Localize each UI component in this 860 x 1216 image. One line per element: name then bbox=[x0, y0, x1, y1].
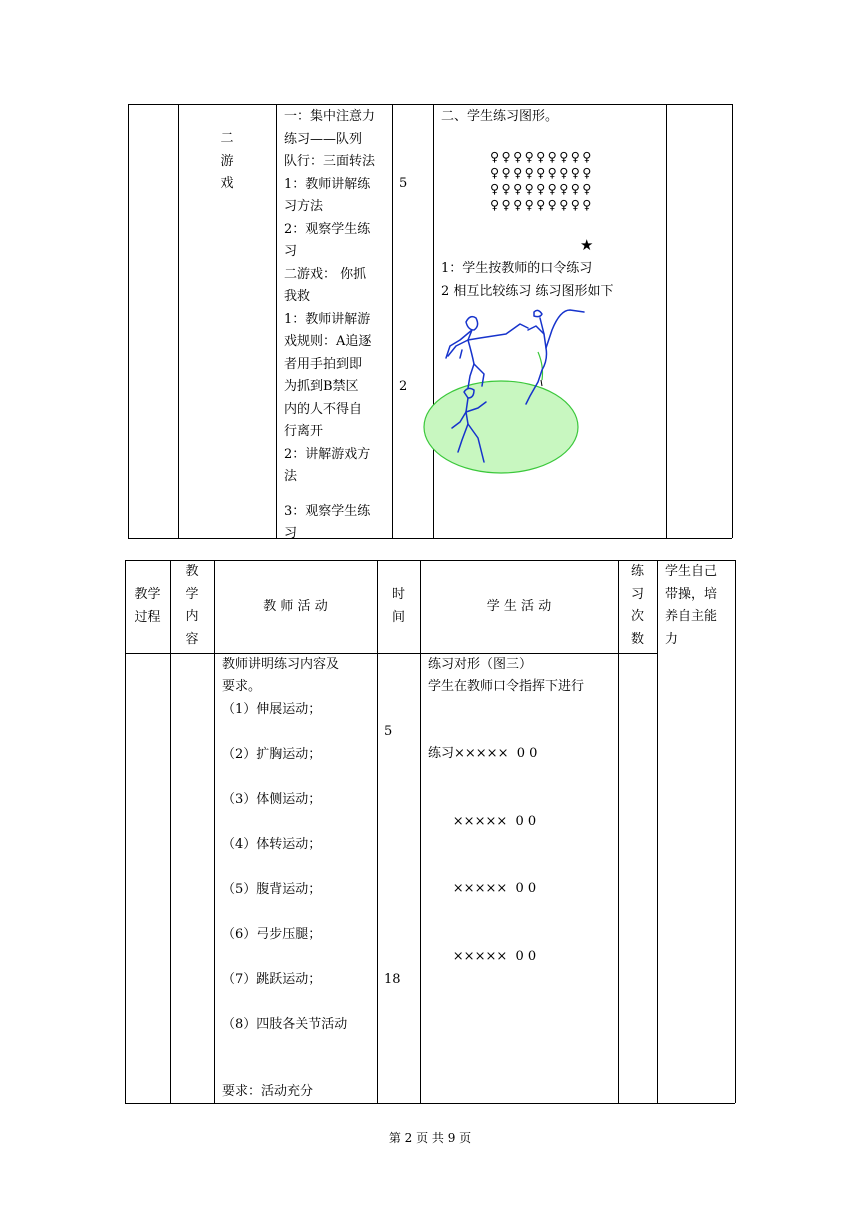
header-process bbox=[125, 584, 170, 629]
header-char: 容 bbox=[185, 631, 199, 647]
teacher-line: 者用手拍到即 bbox=[284, 356, 363, 372]
header-char: 内 bbox=[185, 609, 199, 624]
teacher-line: 为抓到B禁区 bbox=[284, 379, 359, 394]
game-sketch-icon bbox=[420, 300, 590, 485]
header-char: 次 bbox=[630, 609, 644, 624]
content-cell-game bbox=[178, 128, 276, 196]
header-teacher: 教 师 活 动 bbox=[263, 599, 328, 614]
time-value: 18 bbox=[384, 972, 401, 987]
header-char: 练 bbox=[630, 564, 644, 579]
student-title: 二、学生练习图形。 bbox=[441, 109, 559, 124]
exercise-item: （2）扩胸运动； bbox=[222, 747, 322, 762]
female-formation bbox=[490, 149, 594, 213]
teacher-line: 队行：三面转法 bbox=[284, 154, 376, 169]
student-line: 练习对形（图三） bbox=[428, 657, 533, 672]
header-char: 习 bbox=[630, 586, 644, 602]
exercise-item: （7）跳跃运动； bbox=[222, 972, 322, 987]
teacher-intro: 教师讲明练习内容及 bbox=[222, 657, 340, 672]
formation-row: ××××× 0 0 bbox=[428, 881, 537, 896]
teacher-line: 我救 bbox=[284, 289, 311, 304]
content-char: 二 bbox=[220, 131, 234, 146]
header-content bbox=[170, 561, 214, 651]
exercise-item: （1）伸展运动； bbox=[222, 702, 322, 717]
formation-row: ××××× 0 0 bbox=[428, 813, 537, 829]
note-line: 养自主能 bbox=[665, 609, 718, 624]
student-line: 2 相互比较练习 练习图形如下 bbox=[441, 284, 614, 299]
exercise-item: （3）体侧运动； bbox=[222, 792, 322, 807]
teacher-line: 1：教师讲解练 bbox=[284, 176, 371, 192]
teacher-line: 习方法 bbox=[284, 199, 324, 214]
content-char: 游 bbox=[220, 153, 234, 169]
teacher-line: 习 bbox=[284, 244, 298, 259]
teacher-line: 戏规则：A追逐 bbox=[284, 334, 372, 349]
teacher-line: 2：讲解游戏方 bbox=[284, 446, 371, 462]
formation-grid bbox=[428, 698, 537, 1013]
formation-row: ××××× 0 0 bbox=[428, 948, 537, 964]
header-student: 学 生 活 动 bbox=[486, 599, 552, 614]
exercise-item: （6）弓步压腿； bbox=[222, 927, 322, 942]
requirement: 要求：活动充分 bbox=[222, 1084, 314, 1099]
header-char: 教 bbox=[185, 564, 199, 579]
teacher-line: 2：观察学生练 bbox=[284, 221, 371, 237]
teacher-line: 二游戏： 你抓 bbox=[284, 266, 367, 282]
teacher-star-icon: ★ bbox=[580, 236, 594, 254]
content-char: 戏 bbox=[220, 176, 234, 191]
teacher-line: 法 bbox=[284, 469, 298, 484]
teacher-line: 1：教师讲解游 bbox=[284, 311, 371, 327]
teacher-intro: 要求。 bbox=[222, 679, 262, 694]
teacher-line: 3：观察学生练 bbox=[284, 504, 371, 519]
note-line: 带操，培 bbox=[665, 586, 718, 602]
header-char: 间 bbox=[391, 609, 405, 625]
header-char: 时 bbox=[391, 587, 405, 602]
teacher-line: 行离开 bbox=[284, 424, 324, 439]
teacher-line: 习 bbox=[284, 526, 298, 541]
female-row: ♀♀♀♀♀♀♀♀♀ bbox=[490, 165, 594, 180]
header-char: 过程 bbox=[134, 609, 161, 625]
female-row: ♀♀♀♀♀♀♀♀♀ bbox=[490, 181, 594, 196]
exercise-item: （4）体转运动； bbox=[222, 837, 322, 852]
header-time bbox=[377, 584, 420, 629]
teacher-line: 内的人不得自 bbox=[284, 401, 363, 417]
time-value: 5 bbox=[399, 176, 408, 191]
teacher-line: 一：集中注意力 bbox=[284, 109, 376, 124]
formation-row: 练习××××× 0 0 bbox=[428, 746, 538, 761]
header-char: 数 bbox=[630, 631, 644, 647]
note-line: 力 bbox=[665, 631, 679, 647]
female-row: ♀♀♀♀♀♀♀♀♀ bbox=[490, 197, 594, 212]
header-char: 学 bbox=[185, 586, 199, 602]
page-footer: 第 2 页 共 9 页 bbox=[388, 1131, 472, 1145]
student-line: 1：学生按教师的口令练习 bbox=[441, 261, 593, 276]
teacher-line: 练习——队列 bbox=[284, 131, 363, 147]
time-value: 2 bbox=[399, 379, 408, 394]
note-line: 学生自己 bbox=[665, 564, 718, 579]
header-char: 教学 bbox=[134, 587, 161, 602]
student-line: 学生在教师口令指挥下进行 bbox=[428, 679, 585, 694]
header-count bbox=[618, 561, 657, 651]
exercise-item: （5）腹背运动； bbox=[222, 882, 322, 897]
time-value: 5 bbox=[384, 724, 393, 739]
exercise-item: （8）四肢各关节活动 bbox=[222, 1017, 348, 1032]
female-row: ♀♀♀♀♀♀♀♀♀ bbox=[490, 149, 594, 164]
